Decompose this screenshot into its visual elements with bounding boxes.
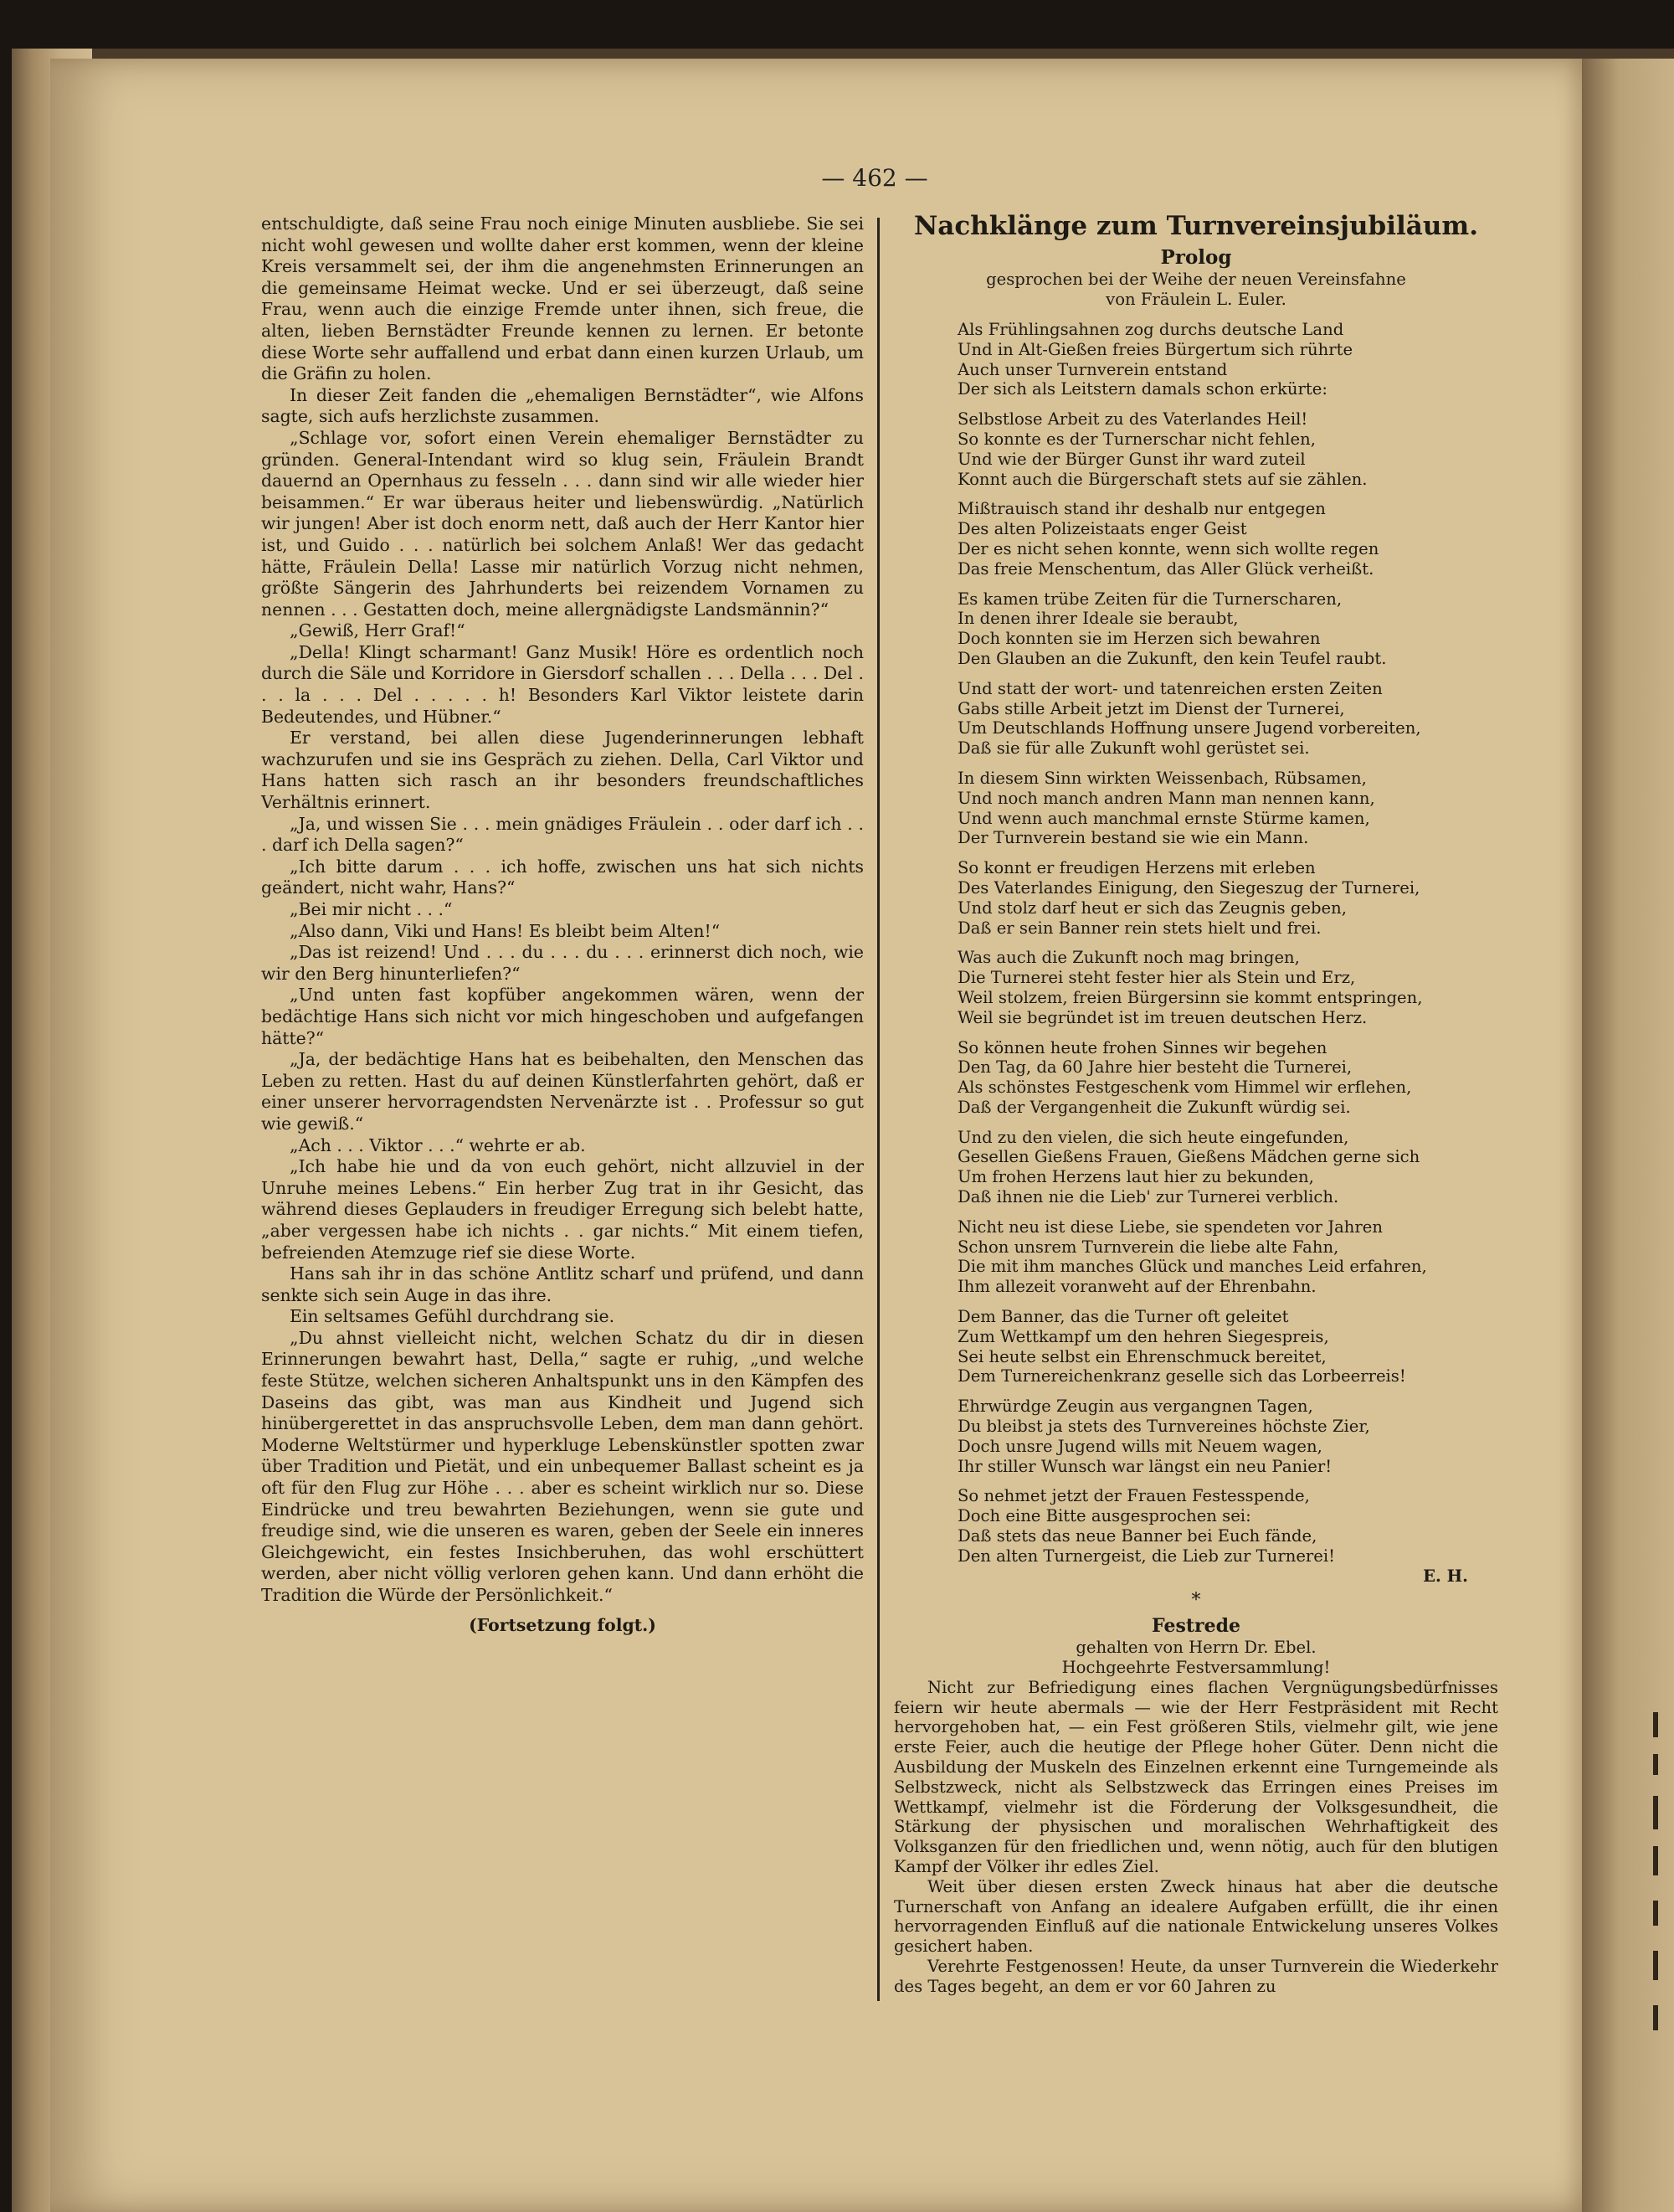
poem-line: So konnte es der Turnerschar nicht fehlen, xyxy=(958,429,1316,449)
poem-signature: E. H. xyxy=(1423,1566,1468,1586)
poem-line: Weil stolzem, freien Bürgersinn sie kommt entspringen, xyxy=(958,987,1423,1007)
poem-line: Du bleibst ja stets des Turnvereines höchste Zier, xyxy=(958,1417,1370,1437)
story-paragraph: „Schlage vor, sofort einen Verein ehemaliger Bernstädter zu gründen. General-Intendant wird so klug sein, Fräulein Brandt dauernd an Opernhaus zu fesseln . . . dann sind wir alle wieder hier beisammen.“ Er war überaus heiter und liebenswürdig. „Natürlich wir jungen! Aber ist doch enorm nett, daß auch der Herr Kantor hier ist, und Guido . . . natürlich bei solchem Anlaß! Wer das gedacht hätte, Fräulein Della! Lasse mir natürlich Vorzug nicht nehmen, größte Sängerin des Jahrhunderts bei reizendem Vornamen zu nennen . . . Gestatten doch, meine allergnädigste Landsmännin?“ xyxy=(261,427,864,620)
poem-line: Schon unsrem Turnverein die liebe alte Fahn, xyxy=(958,1237,1339,1257)
story-paragraph: „Das ist reizend! Und . . . du . . . du . . . erinnerst dich noch, wie wir den Berg hinunterliefen?“ xyxy=(261,942,864,984)
poem-line: Den Glauben an die Zukunft, den kein Teufel raubt. xyxy=(958,648,1387,668)
poem-line: Gesellen Gießens Frauen, Gießens Mädchen gerne sich xyxy=(958,1147,1420,1167)
poem-line: Daß sie für alle Zukunft wohl gerüstet sei. xyxy=(958,738,1310,759)
section-separator: * xyxy=(1191,1590,1201,1612)
poem-line: Und zu den vielen, die sich heute eingefunden, xyxy=(958,1127,1349,1147)
poem-line: Der sich als Leitstern damals schon erkürte: xyxy=(958,379,1327,399)
poem-stanza xyxy=(958,1397,1498,1476)
story-paragraph: „Und unten fast kopfüber angekommen wären, wenn der bedächtige Hans sich nicht vor mich hingeschoben und aufgefangen hätte?“ xyxy=(261,985,864,1048)
poem-stanza xyxy=(958,769,1498,848)
story-paragraph: „Ich habe hie und da von euch gehört, nicht allzuviel in der Unruhe meines Lebens.“ Ein herber Zug trat in ihr Gesicht, das während dieses Geplauders in freudiger Erregung sich belebt hatte, „aber vergessen habe ich nichts . . gar nichts.“ Mit einem tiefen, befreienden Atemzuge rief sie diese Worte. xyxy=(261,1156,864,1263)
poem-line: Die mit ihm manches Glück und manches Leid erfahren, xyxy=(958,1257,1427,1277)
prolog-author: von Fräulein L. Euler. xyxy=(1106,290,1286,309)
story-paragraph: „Bei mir nicht . . .“ xyxy=(290,899,453,919)
story-paragraph: „Ich bitte darum . . . ich hoffe, zwischen uns hat sich nichts geändert, nicht wahr, Hans?“ xyxy=(261,856,864,898)
poem-line: Der es nicht sehen konnte, wenn sich wollte regen xyxy=(958,538,1379,558)
story-paragraph: „Ja, der bedächtige Hans hat es beibehalten, den Menschen das Leben zu retten. Hast du auf deinen Künstlerfahrten gehört, daß er einer unserer hervorragendsten Nervenärzte ist . . Professur so gut wie gewiß.“ xyxy=(261,1049,864,1134)
poem-line: Daß der Vergangenheit die Zukunft würdig sei. xyxy=(958,1097,1351,1117)
next-page-text-fragment xyxy=(1653,1901,1658,1926)
poem-stanza xyxy=(958,1307,1498,1386)
poem-stanza xyxy=(958,1486,1498,1566)
poem-line: Um frohen Herzens laut hier zu bekunden, xyxy=(958,1167,1314,1187)
poem-line: So können heute frohen Sinnes wir begehen xyxy=(958,1037,1327,1057)
story-paragraph: Hans sah ihr in das schöne Antlitz scharf und prüfend, und dann senkte sich sein Auge in das ihre. xyxy=(261,1263,864,1305)
poem-line: Dem Banner, das die Turner oft geleitet xyxy=(958,1307,1289,1327)
speech-paragraph: Weit über diesen ersten Zweck hinaus hat aber die deutsche Turnerschaft von Anfang an idealere Aufgaben erfüllt, die ihr einen hervorragenden Einfluß auf die nationale Entwickelung unseres Volkes gesichert haben. xyxy=(894,1876,1498,1957)
poem-line: Und wie der Bürger Gunst ihr ward zuteil xyxy=(958,449,1306,469)
poem-stanza xyxy=(958,589,1498,669)
poem-stanza xyxy=(958,499,1498,579)
poem-line: Nicht neu ist diese Liebe, sie spendeten vor Jahren xyxy=(958,1217,1383,1237)
next-page-text-fragment xyxy=(1653,1796,1658,1829)
festrede-text xyxy=(894,1678,1498,1997)
poem-line: Den alten Turnergeist, die Lieb zur Turnerei! xyxy=(958,1546,1336,1566)
continuation-note: (Fortsetzung folgt.) xyxy=(469,1614,656,1635)
poem-stanza xyxy=(958,679,1498,759)
poem-line: Und wenn auch manchmal ernste Stürme kamen, xyxy=(958,808,1370,828)
festrede-heading: Festrede xyxy=(1152,1615,1240,1638)
story-paragraph: „Du ahnst vielleicht nicht, welchen Schatz du dir in diesen Erinnerungen bewahrt hast, Della,“ sagte er ruhig, „und welche feste Stütze, welchen sicheren Anhaltspunkt uns in den Kämpfen des Daseins das gibt, was man aus Kindheit und Jugend sich hinübergerettet in das anspruchsvolle Leben, dem man dann gehört. Moderne Weltstürmer und hyperkluge Lebenskünstler spotten zwar über Tradition und Pietät, und ein unbequemer Ballast scheint es ja oft für den Flug zur Höhe . . . aber es scheint wirklich nur so. Diese Eindrücke und treu bewahrten Beziehungen, wenn sie gute und freudige sind, wie die unseren es waren, geben der Seele ein inneres Gleichgewicht, ein festes Insichberuhen, das wohl erschüttert werden, aber nicht völlig verloren gehen kann. Und dann erhöht die Tradition die Würde der Persönlichkeit.“ xyxy=(261,1327,864,1605)
column-divider xyxy=(877,218,880,2001)
next-page-text-fragment xyxy=(1653,1951,1658,1980)
poem-line: Den Tag, da 60 Jahre hier besteht die Turnerei, xyxy=(958,1057,1353,1078)
poem-line: Selbstlose Arbeit zu des Vaterlandes Heil! xyxy=(958,409,1308,430)
poem xyxy=(894,320,1498,1566)
poem-line: Konnt auch die Bürgerschaft stets auf sie zählen. xyxy=(958,469,1368,489)
story-paragraph: „Gewiß, Herr Graf!“ xyxy=(290,620,465,641)
story-paragraph: entschuldigte, daß seine Frau noch einige Minuten ausbliebe. Sie sei nicht wohl gewesen und wollte daher erst kommen, wenn der kleine Kreis versammelt sei, der ihm die angenehmsten Erinnerungen an die gemeinsame Heimat wecke. Und er sei überzeugt, daß seine Frau, wenn auch die einzige Fremde unter ihnen, sich freue, die alten, lieben Bernstädter Freunde kennen zu lernen. Er betonte diese Worte sehr auffallend und erbat dann einen kurzen Urlaub, um die Gräfin zu holen. xyxy=(261,213,864,384)
speech-paragraph: Nicht zur Befriedigung eines flachen Vergnügungsbedürfnisses feiern wir heute abermals — wie der Herr Festpräsident mit Recht hervorgehoben hat, — ein Fest größeren Stils, vielmehr gilt, wie jene erste Feier, auch die heutige der Pflege hoher Güter. Denn nicht die Ausbildung der Muskeln des Einzelnen erkennt eine Turngemeinde als Selbstzweck, nicht als Selbstzweck das Erringen eines Preises im Wettkampf, vielmehr ist die Förderung der Volksgesundheit, die Stärkung der physischen und moralischen Wehrhaftigkeit des Volksganzen für den friedlichen und, wenn nötig, auch für den blutigen Kampf der Völker ihr edles Ziel. xyxy=(894,1677,1498,1876)
poem-stanza xyxy=(958,948,1498,1027)
festrede-speaker: gehalten von Herrn Dr. Ebel. xyxy=(1076,1638,1317,1658)
poem-line: Es kamen trübe Zeiten für die Turnerscharen, xyxy=(958,589,1343,609)
poem-stanza xyxy=(958,1038,1498,1118)
poem-line: Doch eine Bitte ausgesprochen sei: xyxy=(958,1506,1251,1526)
poem-line: Und stolz darf heut er sich das Zeugnis geben, xyxy=(958,898,1347,918)
poem-line: Zum Wettkampf um den hehren Siegespreis, xyxy=(958,1326,1329,1346)
poem-stanza xyxy=(958,320,1498,399)
left-column xyxy=(261,213,864,1636)
poem-line: Das freie Menschentum, das Aller Glück verheißt. xyxy=(958,558,1374,579)
poem-line: Daß er sein Banner rein stets hielt und frei. xyxy=(958,918,1322,938)
story-paragraph: In dieser Zeit fanden die „ehemaligen Bernstädter“, wie Alfons sagte, sich aufs herzlichste zusammen. xyxy=(261,384,864,427)
story-paragraph: „Also dann, Viki und Hans! Es bleibt beim Alten!“ xyxy=(290,920,721,941)
poem-line: Und noch manch andren Mann man nennen kann, xyxy=(958,788,1375,808)
poem-line: Ehrwürdge Zeugin aus vergangnen Tagen, xyxy=(958,1397,1313,1417)
right-column xyxy=(894,209,1498,1997)
poem-line: Was auch die Zukunft noch mag bringen, xyxy=(958,948,1300,968)
poem-line: So nehmet jetzt der Frauen Festesspende, xyxy=(958,1486,1310,1506)
poem-line: Der Turnverein bestand sie wie ein Mann. xyxy=(958,828,1309,848)
story-paragraph: „Ach . . . Viktor . . .“ wehrte er ab. xyxy=(290,1134,586,1155)
poem-stanza xyxy=(958,409,1498,489)
poem-line: Doch konnten sie im Herzen sich bewahren xyxy=(958,629,1321,649)
next-page-text-fragment xyxy=(1653,1712,1658,1737)
poem-line: Als Frühlingsahnen zog durchs deutsche Land xyxy=(958,320,1344,339)
poem-line: Auch unser Turnverein entstand xyxy=(958,359,1228,379)
poem-line: Sei heute selbst ein Ehrenschmuck bereitet, xyxy=(958,1346,1327,1366)
poem-line: Ihr stiller Wunsch war längst ein neu Panier! xyxy=(958,1456,1333,1476)
article-title: Nachklänge zum Turnvereinsjubiläum. xyxy=(913,211,1479,241)
poem-stanza xyxy=(958,1217,1498,1297)
festrede-salutation: Hochgeehrte Festversammlung! xyxy=(1061,1658,1331,1678)
poem-line: Die Turnerei steht fester hier als Stein und Erz, xyxy=(958,968,1356,988)
prolog-heading: Prolog xyxy=(1160,246,1232,269)
poem-line: Dem Turnereichenkranz geselle sich das Lorbeerreis! xyxy=(958,1366,1406,1386)
story-paragraph: Er verstand, bei allen diese Jugenderinnerungen lebhaft wachzurufen und sie ins Gespräch zu ziehen. Della, Carl Viktor und Hans hatten sich rasch an ihr besonders freundschaftliches Verhältnis erinnert. xyxy=(261,728,864,813)
poem-stanza xyxy=(958,858,1498,938)
poem-line: Daß stets das neue Banner bei Euch fände, xyxy=(958,1526,1317,1546)
story-text xyxy=(261,213,864,1607)
poem-line: Als schönstes Festgeschenk vom Himmel wir erflehen, xyxy=(958,1078,1412,1098)
poem-line: Und statt der wort- und tatenreichen ersten Zeiten xyxy=(958,678,1383,698)
poem-line: Daß ihnen nie die Lieb' zur Turnerei verblich. xyxy=(958,1187,1339,1207)
prolog-subtitle: gesprochen bei der Weihe der neuen Vereinsfahne xyxy=(986,270,1406,289)
page-number: — 462 — xyxy=(821,164,928,192)
poem-line: Weil sie begründet ist im treuen deutschen Herz. xyxy=(958,1007,1368,1027)
next-page-edge xyxy=(1582,59,1674,2212)
story-paragraph: „Ja, und wissen Sie . . . mein gnädiges Fräulein . . oder darf ich . . . darf ich Della sagen?“ xyxy=(261,813,864,856)
next-page-text-fragment xyxy=(1653,2005,1658,2030)
poem-stanza xyxy=(958,1128,1498,1207)
poem-line: Um Deutschlands Hoffnung unsere Jugend vorbereiten, xyxy=(958,718,1421,738)
poem-line: Mißtrauisch stand ihr deshalb nur entgegen xyxy=(958,499,1326,519)
next-page-text-fragment xyxy=(1653,1846,1658,1875)
poem-line: Gabs stille Arbeit jetzt im Dienst der Turnerei, xyxy=(958,698,1345,718)
poem-line: In diesem Sinn wirkten Weissenbach, Rübsamen, xyxy=(958,768,1367,788)
poem-line: Doch unsre Jugend wills mit Neuem wagen, xyxy=(958,1436,1322,1456)
poem-line: Des alten Polizeistaats enger Geist xyxy=(958,519,1247,539)
poem-line: Und in Alt-Gießen freies Bürgertum sich rührte xyxy=(958,339,1353,359)
next-page-text-fragment xyxy=(1653,1754,1658,1775)
poem-line: In denen ihrer Ideale sie beraubt, xyxy=(958,609,1239,629)
poem-line: Ihm allezeit voranweht auf der Ehrenbahn. xyxy=(958,1277,1317,1297)
speech-paragraph: Verehrte Festgenossen! Heute, da unser Turnverein die Wiederkehr des Tages begeht, an dem er vor 60 Jahren zu xyxy=(894,1956,1498,1996)
story-paragraph: „Della! Klingt scharmant! Ganz Musik! Höre es ordentlich noch durch die Säle und Korridore in Giersdorf schallen . . . Della . . . Del . . . la . . . Del . . . . . h! Besonders Karl Viktor leistete darin Bedeutendes, und Hübner.“ xyxy=(261,641,864,727)
poem-line: So konnt er freudigen Herzens mit erleben xyxy=(958,858,1316,878)
poem-line: Des Vaterlandes Einigung, den Siegeszug der Turnerei, xyxy=(958,877,1420,898)
story-paragraph: Ein seltsames Gefühl durchdrang sie. xyxy=(290,1306,615,1327)
